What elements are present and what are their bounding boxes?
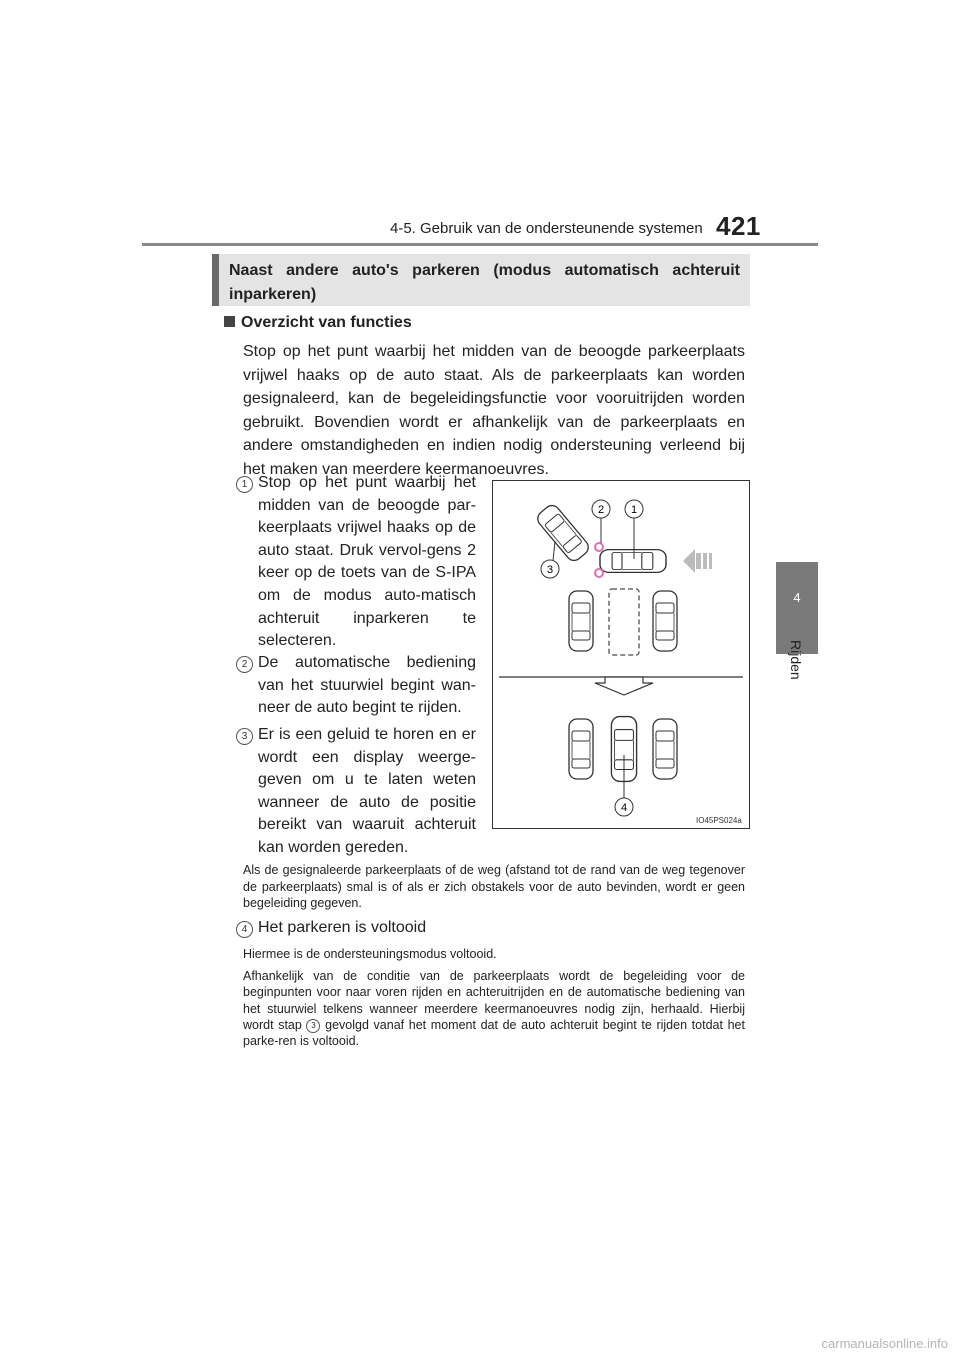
parked-car: [569, 591, 593, 651]
parked-car: [653, 591, 677, 651]
section-title-box: [212, 254, 750, 306]
subsection-heading-text: Overzicht van functies: [241, 314, 412, 331]
header-rule: [142, 243, 818, 246]
callout-2-label: 2: [597, 504, 605, 516]
step-3-text: Er is een geluid te horen en er wordt een display weerge-geven om u te laten weten wanneer de auto de positie bereikt van waaruit achteruit kan worden gereden.: [258, 726, 476, 856]
step-number-1: 1: [236, 476, 253, 493]
parked-car: [653, 719, 677, 779]
square-bullet-icon: [224, 316, 235, 327]
car-start-position: [600, 550, 666, 573]
subsection-heading: [224, 314, 412, 332]
page-number: 421: [716, 211, 761, 241]
direction-arrow-icon: [683, 549, 712, 573]
parked-car: [569, 719, 593, 779]
parking-illustration: [492, 480, 750, 829]
intro-paragraph: Stop op het punt waarbij het midden van de beoogde parkeerplaats vrijwel haaks op de auto staat. Als de parkeerplaats kan worden gesignaleerd, kan de begeleidingsfunctie voor vooruitrijden worden gebruikt. Bovendien wordt er afhankelijk van de parkeerplaats en andere omstandigheden en indien nodig ondersteuning verleend bij het maken van meerdere keermanoeuvres.: [243, 343, 745, 478]
callout-3-label: 3: [546, 564, 554, 576]
step-1-text: Stop op het punt waarbij het midden van de beoogde par-keerplaats vrijwel haaks op de auto staat. Druk vervol-gens 2 keer op de toets van de S-IPA om de modus auto-matisch achteruit inparkeren te selecteren.: [258, 474, 476, 650]
callout-1-label: 1: [630, 504, 638, 516]
step-4-note-b: [243, 968, 745, 1049]
step-2-text: De automatische bediening van het stuurwiel begint wan-neer de auto begint te rijden.: [258, 654, 476, 717]
section-title: Naast andere auto's parkeren (modus automatisch achteruit inparkeren): [229, 262, 740, 303]
step-number-4: 4: [236, 921, 253, 938]
figure-code: IO45PS024a: [696, 816, 742, 825]
sensor-marker: [595, 543, 603, 551]
parking-diagram: [493, 481, 749, 828]
car-angled: [535, 502, 592, 563]
target-parking-spot: [609, 589, 639, 655]
step-3-note: Als de gesignaleerde parkeerplaats of de weg (afstand tot de rand van de weg tegenover de parkeerplaats) smal is of als er zich obstakels voor de auto bevinden, wordt er geen begeleiding gegeven.: [243, 863, 745, 910]
chapter-label: Rijden: [788, 640, 804, 680]
step-4-note-b-pre: Afhankelijk van de conditie van de parkeerplaats wordt de begeleiding voor de beginpunten voor naar voren rijden en achteruitrijden en de automatische bediening van het stuurwiel telkens wanneer meerdere keermanoeuvres nodig zijn, herhaald. Hierbij wordt stap: [243, 969, 745, 1032]
step-number-2: 2: [236, 656, 253, 673]
step-4-note-a: Hiermee is de ondersteuningsmodus voltooid.: [243, 947, 497, 961]
callout-4-label: 4: [620, 802, 628, 814]
running-header-section: 4-5. Gebruik van de ondersteunende systemen: [390, 220, 703, 237]
callout-3: [541, 541, 559, 578]
step-4-note-b-post: gevolgd vanaf het moment dat de auto achteruit begint te rijden totdat het parke-ren is voltooid.: [243, 1017, 745, 1049]
sensor-marker: [595, 569, 603, 577]
callout-2: [592, 500, 610, 543]
step-number-3: 3: [236, 728, 253, 745]
watermark: carmanualsonline.info: [821, 1336, 948, 1351]
inline-step-number: 3: [306, 1019, 320, 1033]
chapter-number: 4: [793, 590, 801, 605]
step-4-text: Het parkeren is voltooid: [258, 919, 427, 936]
down-arrow-icon: [595, 677, 653, 695]
